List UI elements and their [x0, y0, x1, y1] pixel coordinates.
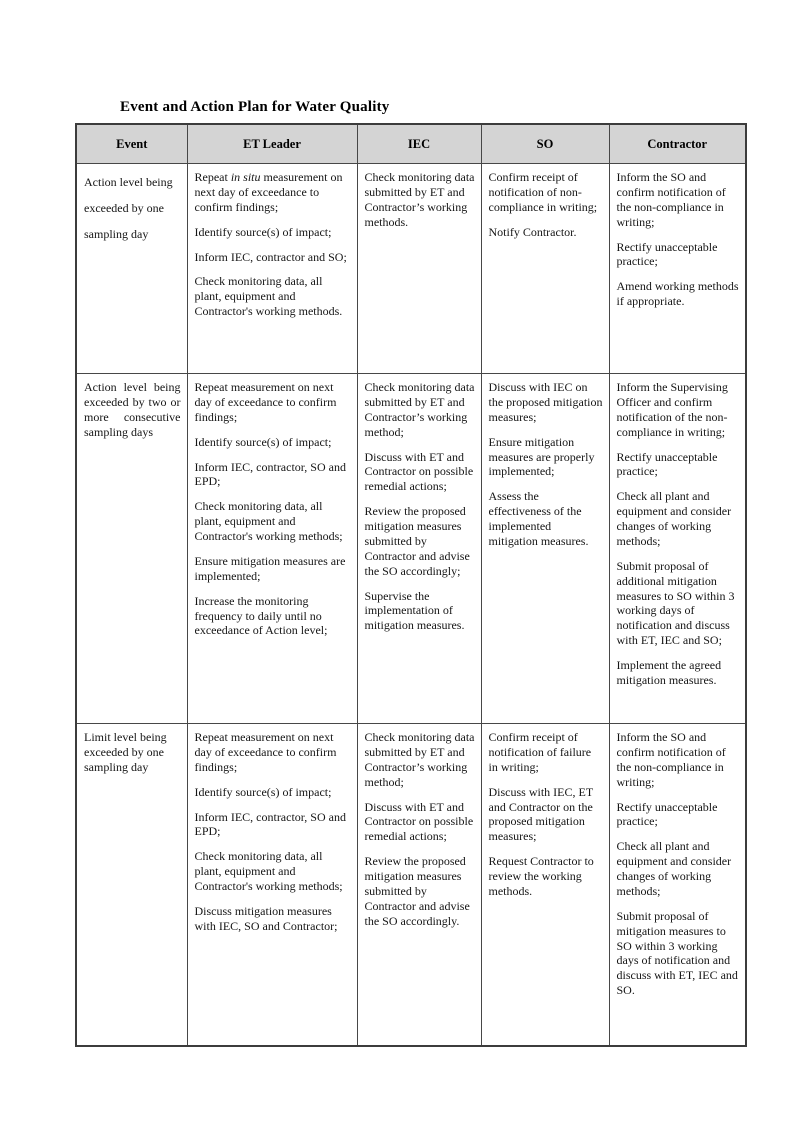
- cell-paragraph: Request Contractor to review the working methods.: [488, 854, 594, 898]
- cell-paragraph: Ensure mitigation measures are properly implemented;: [488, 434, 595, 479]
- cell-paragraph: Inform IEC, contractor, SO and EPD;: [194, 809, 346, 839]
- cell-et-leader-r3: [187, 724, 357, 1047]
- cell-paragraph: Inform the SO and confirm notification of the non-compliance in writing;: [616, 730, 726, 789]
- cell-paragraph: Repeat measurement on next day of exceedance to confirm findings;: [194, 380, 337, 424]
- cell-paragraph: Discuss with ET and Contractor on possible remedial actions;: [364, 449, 474, 494]
- cell-paragraph: Check monitoring data submitted by ET and Contractor’s working methods.: [364, 170, 475, 229]
- cell-paragraph: Repeat measurement on next day of exceedance to confirm findings;: [194, 730, 337, 774]
- event-text: Action level being exceeded by two or more consecutive sampling days: [84, 380, 181, 439]
- cell-event-action-consecutive-days: [76, 374, 187, 724]
- cell-paragraph: Identify source(s) of impact;: [194, 784, 332, 799]
- column-header-iec: IEC: [357, 124, 481, 164]
- cell-paragraph: Review the proposed mitigation measures submitted by Contractor and advise the SO accordingly;: [364, 504, 470, 578]
- cell-paragraph: Check monitoring data, all plant, equipment and Contractor's working methods;: [194, 849, 343, 893]
- event-text: Limit level being exceeded by one sampling day: [84, 730, 167, 774]
- cell-paragraph: Check all plant and equipment and consider changes of working methods;: [616, 489, 732, 548]
- cell-paragraph: Inform IEC, contractor and SO;: [194, 249, 347, 264]
- column-header-so: SO: [481, 124, 609, 164]
- cell-so-r1: [481, 164, 609, 374]
- cell-paragraph: Identify source(s) of impact;: [194, 224, 332, 239]
- cell-paragraph: Check monitoring data, all plant, equipment and Contractor's working methods;: [194, 499, 343, 543]
- page-title: Event and Action Plan for Water Quality: [120, 99, 390, 115]
- cell-paragraph: Check monitoring data submitted by ET and Contractor’s working method;: [364, 730, 475, 789]
- event-text: Action level being exceeded by one sampling day: [84, 175, 173, 241]
- cell-paragraph: Check monitoring data, all plant, equipment and Contractor's working methods.: [194, 274, 343, 319]
- cell-contractor-r1: [609, 164, 746, 374]
- cell-paragraph: Amend working methods if appropriate.: [616, 279, 739, 309]
- cell-iec-r2: [357, 374, 481, 724]
- cell-paragraph: Rectify unacceptable practice;: [616, 449, 718, 479]
- cell-paragraph: Check all plant and equipment and consider changes of working methods;: [616, 839, 732, 898]
- cell-paragraph: Inform the SO and confirm notification of the non-compliance in writing;: [616, 170, 726, 229]
- cell-paragraph: Submit proposal of additional mitigation measures to SO within 3 working days of notification and discuss with ET, IEC and SO;: [616, 558, 735, 648]
- text-run: measurement on next day of exceedance to confirm findings;: [194, 170, 343, 214]
- cell-event-limit-one-day: [76, 724, 187, 1047]
- cell-paragraph: Increase the monitoring frequency to daily until no exceedance of Action level;: [194, 593, 328, 638]
- cell-et-leader-r1: [187, 164, 357, 374]
- cell-paragraph: Implement the agreed mitigation measures.: [616, 658, 722, 687]
- cell-paragraph: Confirm receipt of notification of non-compliance in writing;: [488, 170, 598, 214]
- document-page: [75, 99, 745, 1047]
- cell-paragraph: Inform the Supervising Officer and confirm notification of the non-compliance in writing;: [616, 380, 728, 439]
- cell-paragraph: Submit proposal of mitigation measures to SO within 3 working days of notification and discuss with ET, IEC and SO.: [616, 908, 738, 998]
- cell-paragraph: Assess the effectiveness of the implemented mitigation measures.: [488, 489, 589, 548]
- cell-paragraph: Discuss with IEC, ET and Contractor on the proposed mitigation measures;: [488, 784, 593, 844]
- header-row: [76, 124, 746, 164]
- cell-paragraph: Inform IEC, contractor, SO and EPD;: [194, 459, 346, 489]
- cell-contractor-r2: [609, 374, 746, 724]
- cell-paragraph: Identify source(s) of impact;: [194, 434, 332, 449]
- text-run: Repeat: [194, 170, 231, 184]
- column-header-contractor: Contractor: [609, 124, 746, 164]
- in-situ-italic: in situ: [230, 170, 261, 184]
- cell-paragraph: Review the proposed mitigation measures submitted by Contractor and advise the SO accordingly.: [364, 854, 470, 928]
- cell-paragraph: Ensure mitigation measures are implemented;: [194, 553, 346, 583]
- table-row: [76, 374, 746, 724]
- cell-contractor-r3: [609, 724, 746, 1047]
- cell-et-leader-r2: [187, 374, 357, 724]
- cell-paragraph: Rectify unacceptable practice;: [616, 799, 718, 829]
- table-row: [76, 164, 746, 374]
- column-header-et-leader: ET Leader: [187, 124, 357, 164]
- cell-iec-r1: [357, 164, 481, 374]
- cell-event-action-one-day: [76, 164, 187, 374]
- cell-paragraph: Rectify unacceptable practice;: [616, 239, 718, 269]
- column-header-event: Event: [76, 124, 187, 164]
- cell-paragraph: Check monitoring data submitted by ET and Contractor’s working method;: [364, 380, 475, 439]
- event-action-plan-table: [75, 123, 747, 1047]
- cell-so-r2: [481, 374, 609, 724]
- cell-iec-r3: [357, 724, 481, 1047]
- cell-so-r3: [481, 724, 609, 1047]
- cell-paragraph: Notify Contractor.: [488, 224, 577, 239]
- cell-paragraph: Discuss with ET and Contractor on possible remedial actions;: [364, 799, 474, 844]
- table-row: [76, 724, 746, 1047]
- cell-paragraph: Supervise the implementation of mitigation measures.: [364, 588, 465, 633]
- cell-paragraph: Discuss with IEC on the proposed mitigation measures;: [488, 380, 603, 424]
- cell-paragraph: Discuss mitigation measures with IEC, SO and Contractor;: [194, 903, 338, 933]
- cell-paragraph: [195, 170, 351, 215]
- cell-paragraph: Confirm receipt of notification of failure in writing;: [488, 730, 592, 774]
